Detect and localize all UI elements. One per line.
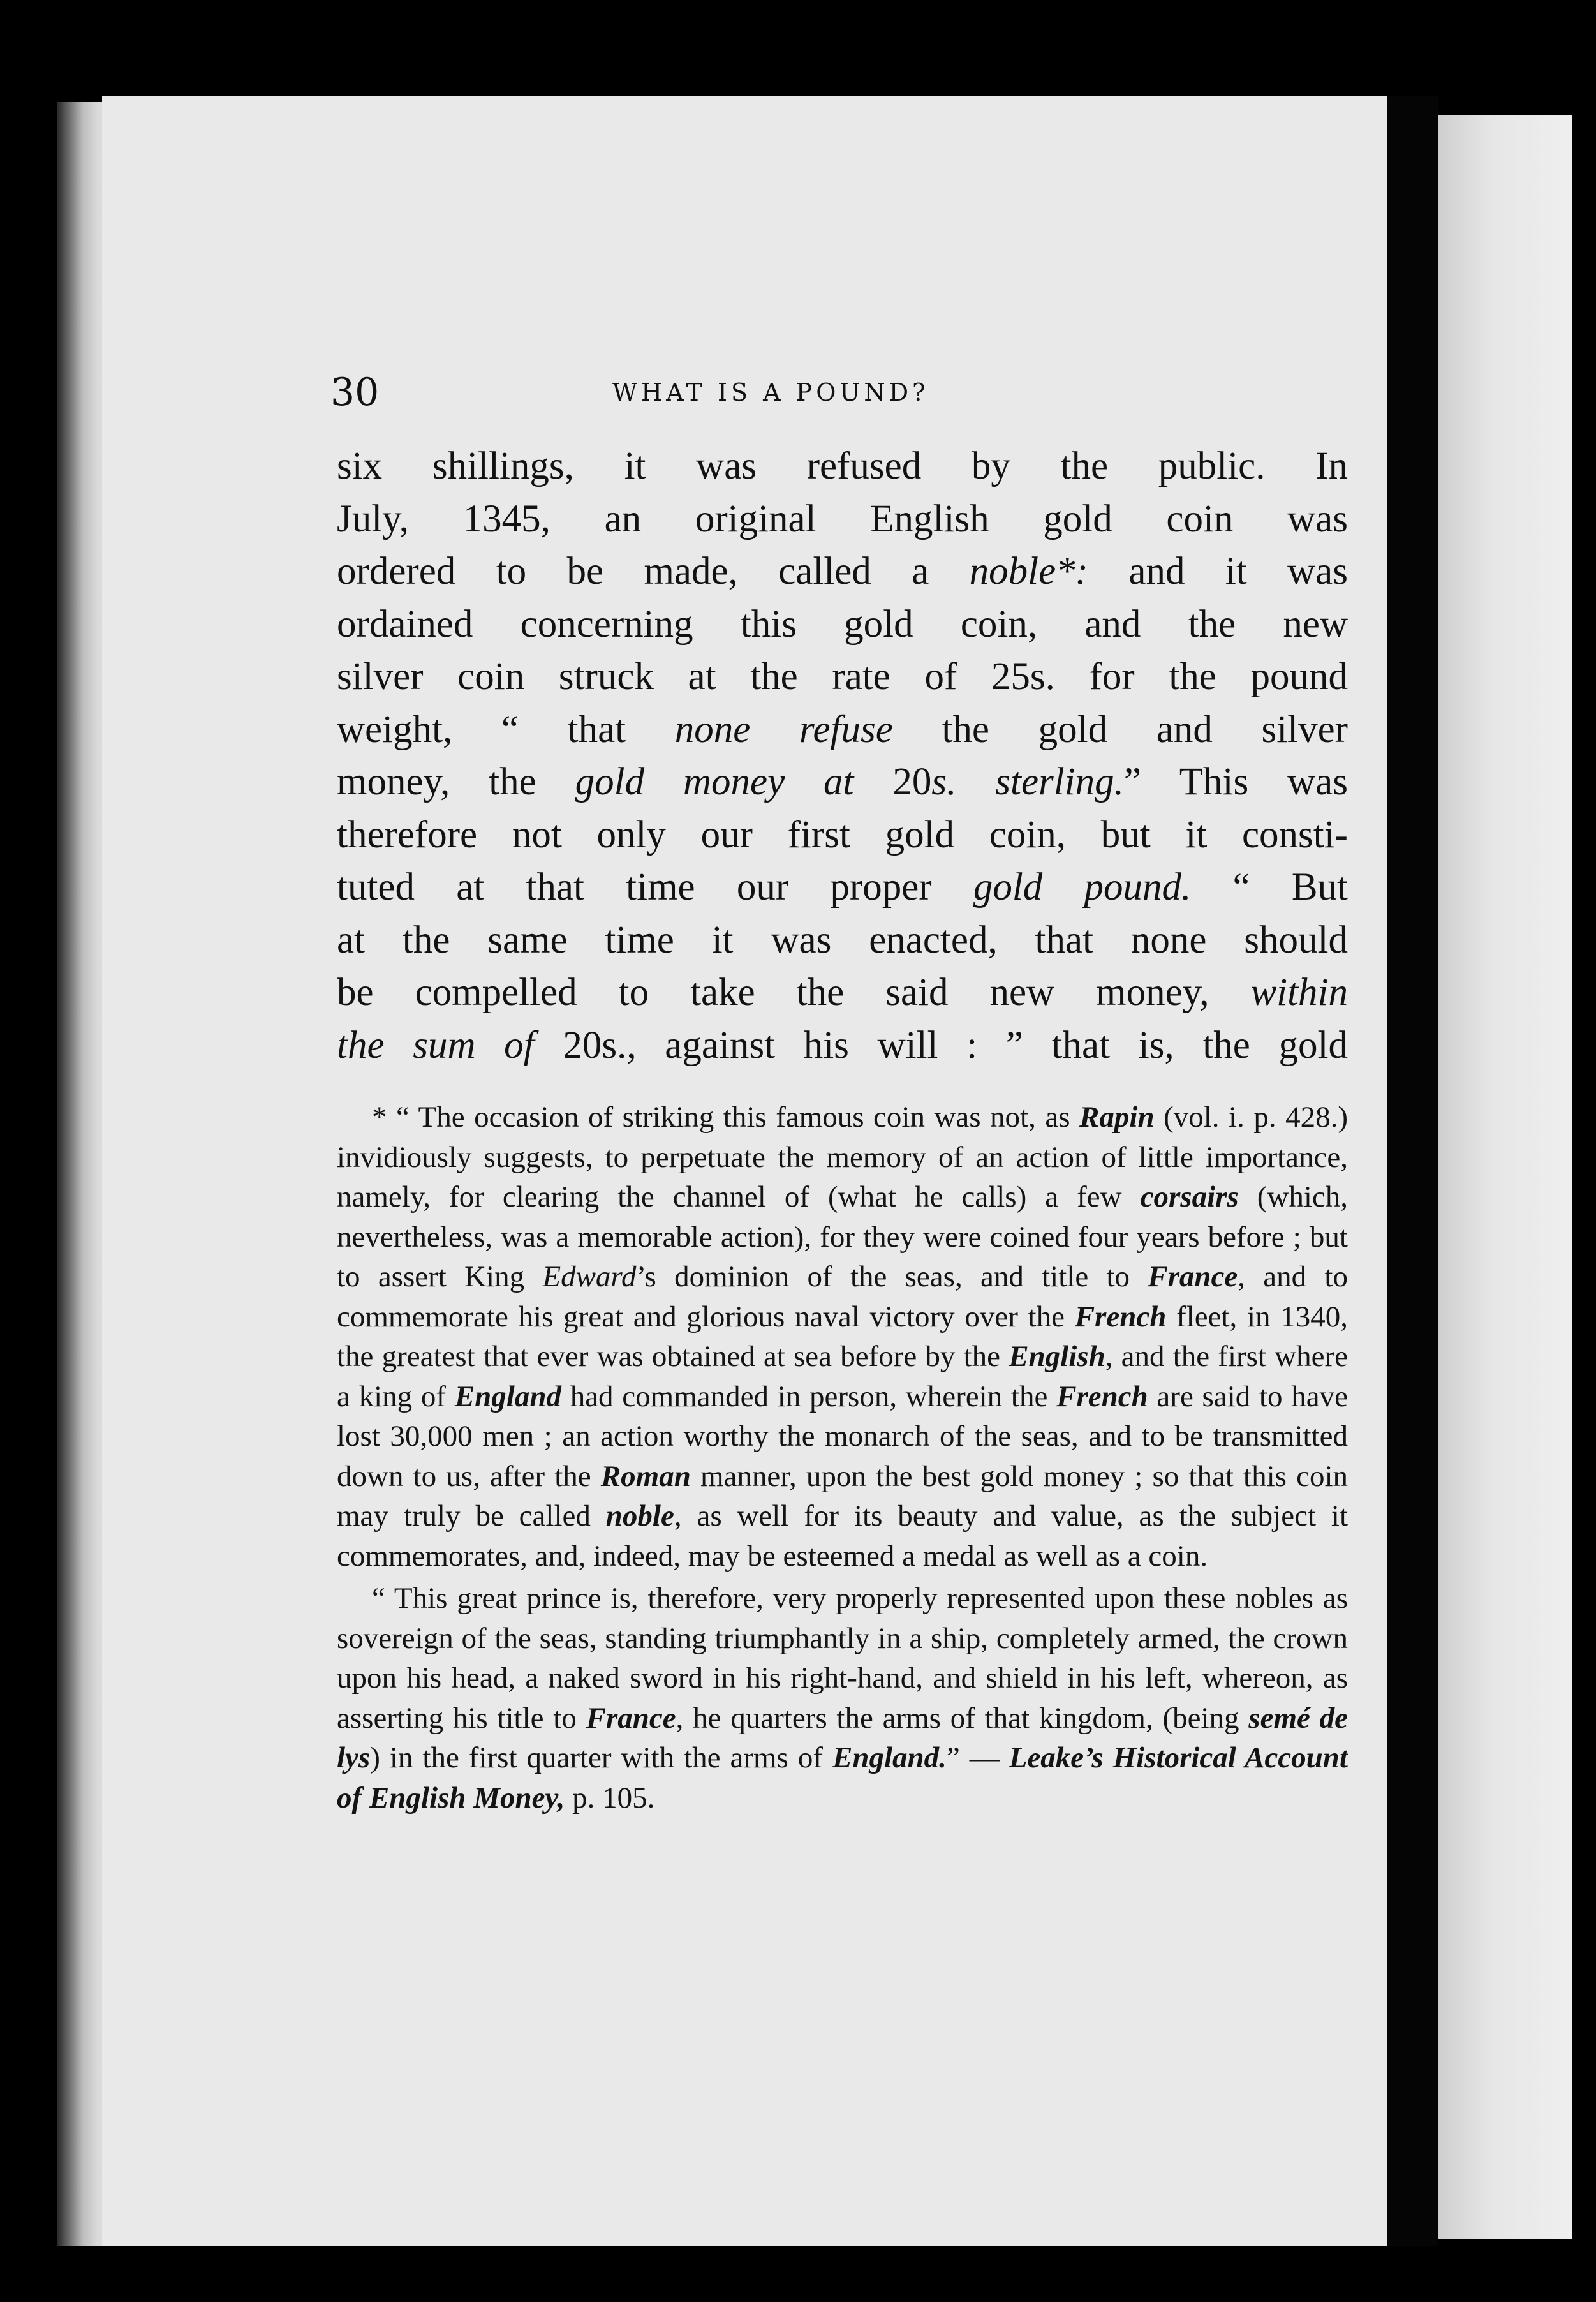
text-line: ordered to be made, called a noble*: and it was <box>337 550 1348 593</box>
emphasis: the sum of <box>337 1023 535 1067</box>
footnotes <box>337 1097 1348 1820</box>
emphasis: noble*: <box>969 550 1088 593</box>
emphasis: within <box>1250 971 1348 1014</box>
book-page <box>102 96 1387 2246</box>
page-header <box>102 367 1387 418</box>
text-line: silver coin struck at the rate of 25s. for the pound <box>337 655 1348 698</box>
emphasis: gold pound. <box>973 866 1192 909</box>
text-line: be compelled to take the said new money, within <box>337 971 1348 1014</box>
page-number: 30 <box>330 370 380 415</box>
text-line: therefore not only our first gold coin, but it consti- <box>337 813 1348 856</box>
main-text <box>337 440 1348 1072</box>
text-line: money, the gold money at 20s. sterling.” This was <box>337 761 1348 803</box>
footnote-paragraph: “ This great prince is, therefore, very properly represented upon these nobles as sovereign of the seas, standing triumphantly in a ship, completely armed, the crown upon his head, a naked sword in his right-hand, and shield in his left, whereon, as asserting his title to France, he quarters the arms of that kingdom, (being semé de lys) in the first quarter with the arms of England.” — Leake’s Historical Account of English Money, p. 105. <box>337 1582 1348 1815</box>
text-line: the sum of 20s., against his will : ” that is, the gold <box>337 1023 1348 1067</box>
running-head: WHAT IS A POUND? <box>612 378 929 406</box>
facing-page <box>1438 115 1572 2239</box>
footnote-paragraph: * “ The occasion of striking this famous coin was not, as Rapin (vol. i. p. 428.) invidiously suggests, to perpetuate the memory of an action of little importance, namely, for clearing the channel of (what he calls) a few corsairs (which, nevertheless, was a memorable action), for they were coined four years before ; but to assert King Edward’s dominion of the seas, and title to France, and to commemorate his great and glorious naval victory over the French fleet, in 1340, the greatest that ever was obtained at sea before by the English, and the first where a king of England had commanded in person, wherein the French are said to have lost 30,000 men ; an action worthy the monarch of the seas, and to be transmitted down to us, after the Roman manner, upon the best gold money ; so that this coin may truly be called noble, as well for its beauty and value, as the subject it commemorates, and, indeed, may be esteemed a medal as well as a coin. <box>337 1101 1348 1573</box>
emphasis: none refuse <box>674 708 893 751</box>
text-line: weight, “ that none refuse the gold and silver <box>337 708 1348 751</box>
book-gutter <box>1387 96 1438 2246</box>
text-line: tuted at that time our proper gold pound. “ But <box>337 866 1348 909</box>
text-line: ordained concerning this gold coin, and the new <box>337 602 1348 646</box>
emphasis: s. sterling. <box>931 761 1124 803</box>
text-line: six shillings, it was refused by the public. In <box>337 445 1348 487</box>
text-line: at the same time it was enacted, that none should <box>337 918 1348 962</box>
emphasis: gold money at <box>575 761 854 803</box>
text-line: July, 1345, an original English gold coin was <box>337 497 1348 540</box>
